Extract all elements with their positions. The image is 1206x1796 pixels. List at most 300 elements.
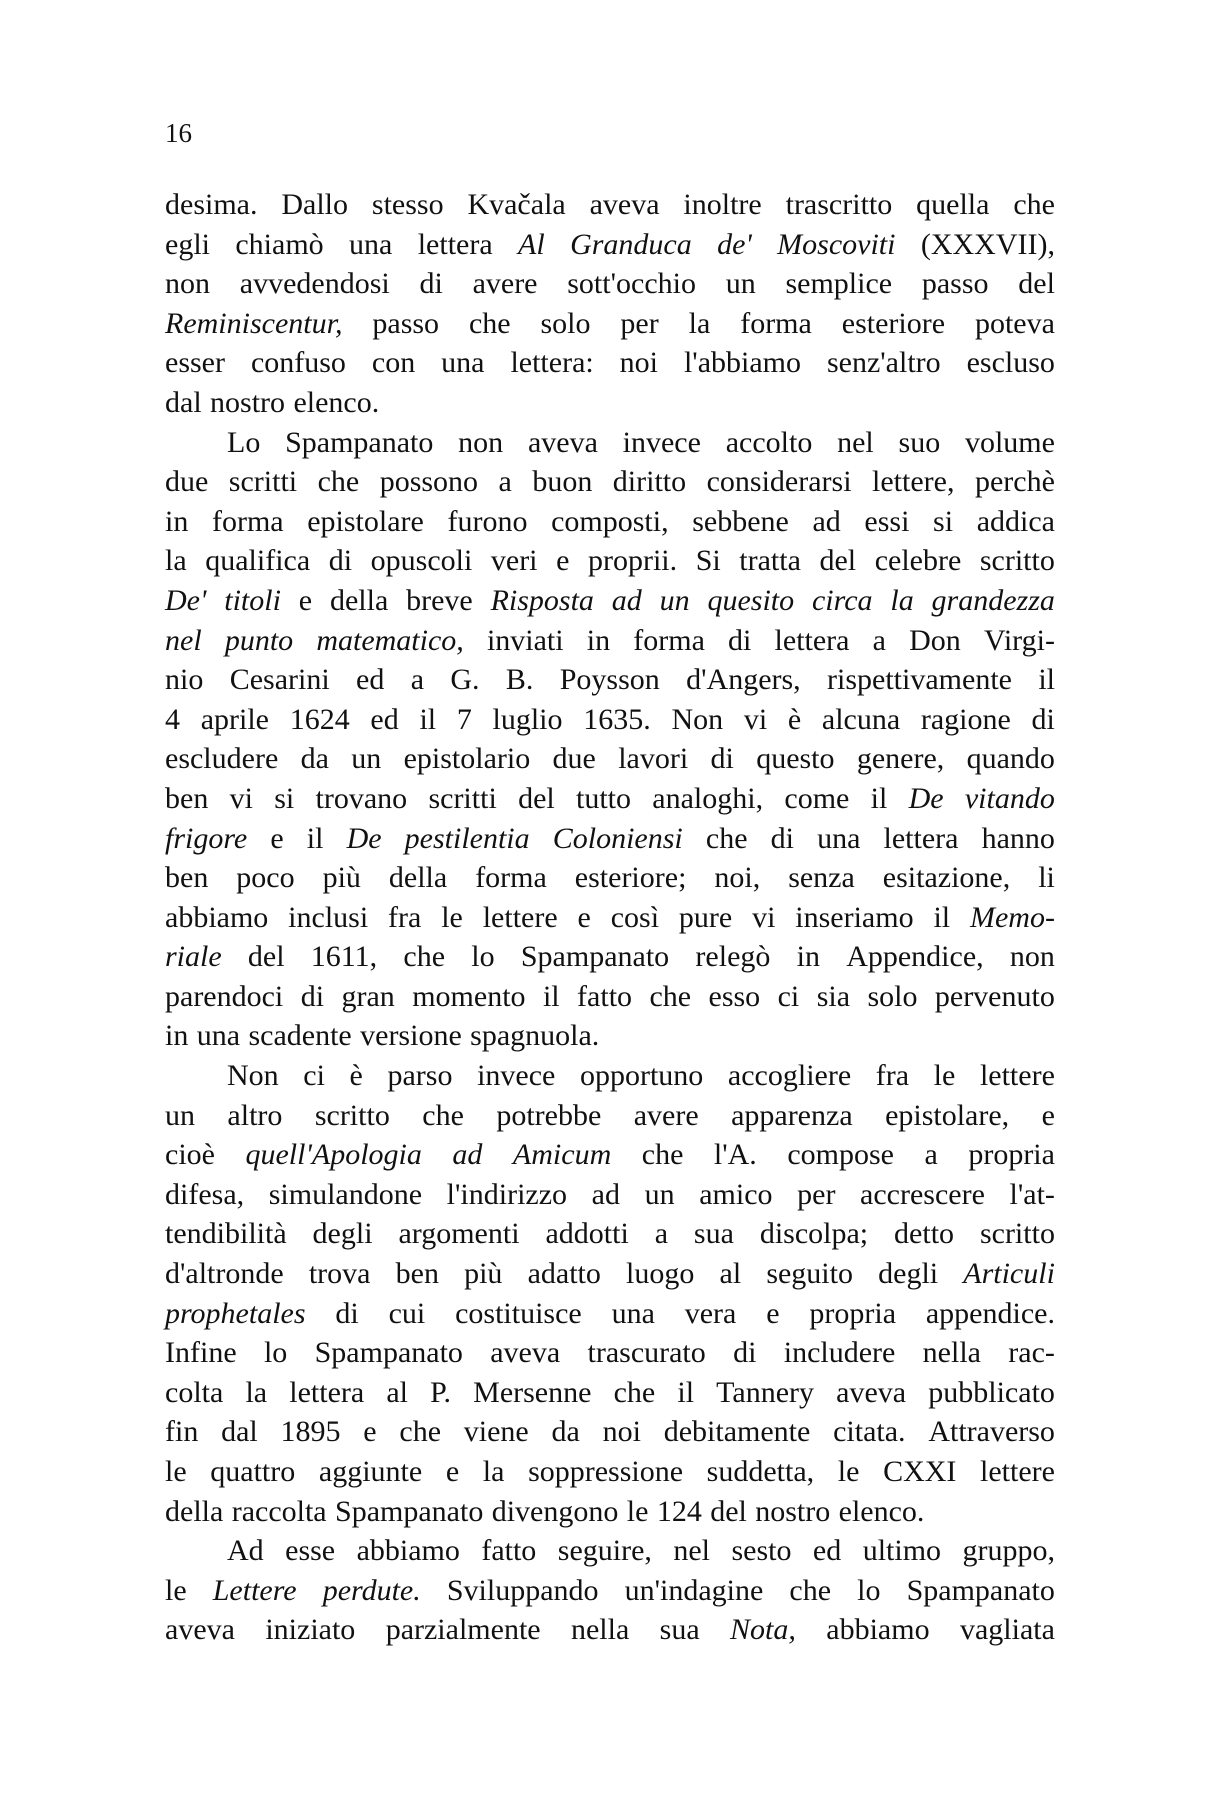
text-line bbox=[165, 462, 1055, 502]
word: trascurato bbox=[587, 1336, 706, 1370]
word: e bbox=[445, 1455, 460, 1488]
word: proprii. bbox=[587, 544, 678, 578]
word: tutto bbox=[576, 781, 632, 815]
word: senz'altro bbox=[826, 346, 941, 380]
word: passo bbox=[921, 267, 989, 301]
word: le bbox=[441, 900, 463, 934]
word: De bbox=[346, 821, 382, 855]
word: punto bbox=[224, 623, 294, 657]
word: CXXI bbox=[883, 1455, 957, 1488]
word: che bbox=[317, 465, 360, 499]
word: apparenza bbox=[731, 1098, 853, 1132]
word: Al bbox=[518, 227, 545, 261]
word: Amicum bbox=[512, 1138, 612, 1172]
word: gruppo, bbox=[962, 1534, 1055, 1568]
word: le bbox=[626, 1494, 649, 1528]
word: invece bbox=[477, 1059, 556, 1093]
word: che bbox=[403, 940, 446, 974]
word: ed bbox=[370, 702, 399, 736]
word: breve bbox=[406, 583, 473, 617]
word: del bbox=[247, 940, 285, 974]
text-line bbox=[165, 977, 1055, 1017]
word: d'Angers, bbox=[686, 663, 801, 697]
word: nella bbox=[922, 1336, 981, 1370]
word: matematico, bbox=[316, 623, 464, 657]
word: così bbox=[610, 900, 660, 934]
word: esteriore; bbox=[574, 861, 687, 895]
word: aprile bbox=[200, 702, 269, 736]
word: a bbox=[410, 663, 425, 697]
word: potrebbe bbox=[496, 1098, 602, 1132]
word: nostro bbox=[210, 385, 286, 419]
word: 7 bbox=[456, 702, 472, 736]
body-text bbox=[165, 185, 1055, 1650]
text-line bbox=[165, 581, 1055, 621]
text-line bbox=[165, 383, 1055, 423]
word: Memo- bbox=[969, 900, 1055, 934]
word: che bbox=[422, 1098, 464, 1132]
word: Infine bbox=[165, 1336, 237, 1370]
word: Non bbox=[227, 1059, 279, 1093]
word: propria bbox=[809, 1296, 897, 1330]
word: compose bbox=[787, 1138, 894, 1172]
word: questo bbox=[756, 742, 835, 776]
page-number: 16 bbox=[165, 118, 192, 148]
word: epistolare, bbox=[885, 1098, 1010, 1132]
word: sua bbox=[693, 1217, 734, 1251]
word: le bbox=[837, 1455, 860, 1488]
word: detto bbox=[894, 1217, 955, 1251]
word: pervenuto bbox=[934, 979, 1055, 1013]
word: De' bbox=[165, 583, 207, 617]
word: parso bbox=[387, 1059, 453, 1093]
word: è bbox=[787, 702, 802, 736]
word: sua bbox=[659, 1613, 700, 1647]
word: elenco. bbox=[838, 1494, 925, 1528]
word: possono bbox=[379, 465, 479, 499]
word: una bbox=[817, 821, 861, 855]
text-line bbox=[165, 264, 1055, 304]
word: opportuno bbox=[579, 1059, 704, 1093]
word: vi bbox=[229, 781, 253, 815]
text-line bbox=[165, 304, 1055, 344]
word: degli bbox=[878, 1257, 939, 1291]
word: al bbox=[719, 1257, 742, 1291]
word: esser bbox=[165, 346, 225, 380]
word: propria bbox=[968, 1138, 1055, 1172]
word: suddetta, bbox=[706, 1455, 815, 1488]
word: nel bbox=[837, 425, 874, 459]
word: scritto bbox=[979, 1217, 1055, 1251]
text-line bbox=[165, 621, 1055, 661]
word: Moscoviti bbox=[777, 227, 896, 261]
word: quella bbox=[916, 188, 990, 221]
word: avere bbox=[472, 267, 538, 301]
word: avvedendosi bbox=[239, 267, 390, 301]
word: Appendice, bbox=[846, 940, 984, 974]
word: perchè bbox=[974, 465, 1055, 499]
word: Risposta bbox=[490, 583, 594, 617]
word: che bbox=[649, 979, 692, 1013]
word: e bbox=[363, 1415, 377, 1449]
word: gran bbox=[341, 979, 395, 1013]
word: appendice. bbox=[925, 1296, 1055, 1330]
word: non bbox=[458, 425, 504, 459]
word: furono bbox=[447, 504, 528, 538]
word: aggiunte bbox=[318, 1455, 423, 1488]
word: lo bbox=[857, 1573, 881, 1607]
word: l'abbiamo bbox=[683, 346, 802, 380]
word: di bbox=[300, 979, 325, 1013]
word: Spampanato bbox=[335, 1494, 484, 1528]
text-line bbox=[165, 343, 1055, 383]
word: lettere bbox=[979, 1059, 1055, 1093]
word: fin bbox=[165, 1415, 199, 1449]
word: che bbox=[641, 1138, 684, 1172]
word: un'indagine bbox=[624, 1573, 764, 1607]
word: in bbox=[165, 1019, 189, 1053]
word: Coloniensi bbox=[552, 821, 683, 855]
word: che bbox=[789, 1573, 832, 1607]
word: inoltre bbox=[683, 188, 762, 221]
word: lettera bbox=[417, 227, 493, 261]
word: esse bbox=[285, 1534, 336, 1568]
word: parendoci bbox=[165, 979, 284, 1013]
word: versione bbox=[360, 1019, 462, 1053]
word: forma bbox=[740, 306, 812, 340]
word: il bbox=[1038, 663, 1055, 697]
text-line bbox=[165, 1571, 1055, 1611]
word: lettere bbox=[980, 1455, 1055, 1488]
text-line bbox=[165, 423, 1055, 463]
word: per bbox=[620, 306, 659, 340]
word: del bbox=[819, 544, 857, 578]
word: il bbox=[419, 702, 437, 736]
word: 1895 bbox=[280, 1415, 341, 1449]
word: di bbox=[328, 544, 353, 578]
word: aveva bbox=[589, 188, 660, 221]
word: Si bbox=[695, 544, 721, 578]
word: solo bbox=[540, 306, 591, 340]
word: Cesarini bbox=[229, 663, 330, 697]
word: forma bbox=[633, 623, 705, 657]
word: le bbox=[165, 1573, 187, 1607]
word: accogliere bbox=[727, 1059, 852, 1093]
word: quell'Apologia bbox=[245, 1138, 422, 1172]
text-line bbox=[165, 541, 1055, 581]
text-line bbox=[165, 1333, 1055, 1373]
word: le bbox=[933, 1059, 956, 1093]
word: simulandone bbox=[268, 1177, 423, 1211]
word: di bbox=[710, 742, 734, 776]
word: li bbox=[1038, 861, 1055, 895]
word: momento bbox=[412, 979, 526, 1013]
word: Lo bbox=[227, 425, 261, 459]
word: Spampanato bbox=[906, 1573, 1055, 1607]
word: Tannery bbox=[716, 1375, 815, 1409]
word: Nota, bbox=[730, 1613, 796, 1647]
text-line bbox=[165, 700, 1055, 740]
word: 1611, bbox=[310, 940, 378, 974]
text-line bbox=[165, 739, 1055, 779]
text-line bbox=[165, 819, 1055, 859]
word: la bbox=[165, 544, 187, 578]
text-line bbox=[165, 1056, 1055, 1096]
word: fatto bbox=[481, 1534, 537, 1568]
word: di bbox=[335, 1296, 359, 1330]
word: vera bbox=[684, 1296, 737, 1330]
word: seguire, bbox=[557, 1534, 652, 1568]
word: trova bbox=[308, 1257, 371, 1291]
word: ed bbox=[356, 663, 385, 697]
word: solo bbox=[867, 979, 918, 1013]
word: Ad bbox=[227, 1534, 264, 1568]
text-line bbox=[165, 1294, 1055, 1334]
word: della bbox=[165, 1494, 224, 1528]
word: due bbox=[552, 742, 596, 776]
word: due bbox=[165, 465, 209, 499]
text-line bbox=[165, 1610, 1055, 1650]
word: rispettivamente bbox=[827, 663, 1012, 697]
word: debitamente bbox=[663, 1415, 811, 1449]
word: con bbox=[371, 346, 416, 380]
word: sott'occhio bbox=[567, 267, 696, 301]
text-line bbox=[165, 1135, 1055, 1175]
word: una bbox=[611, 1296, 655, 1330]
word: Attraverso bbox=[928, 1415, 1055, 1449]
word: l'A. bbox=[713, 1138, 757, 1172]
word: semplice bbox=[785, 267, 893, 301]
word: argomenti bbox=[398, 1217, 520, 1251]
word: abbiamo bbox=[826, 1613, 930, 1647]
word: in bbox=[796, 940, 820, 974]
word: un bbox=[659, 583, 690, 617]
word: scadente bbox=[248, 1019, 352, 1053]
word: analoghi, bbox=[652, 781, 764, 815]
word: inclusi bbox=[288, 900, 369, 934]
word: Spampanato bbox=[520, 940, 670, 974]
word: una bbox=[441, 346, 485, 380]
word: alcuna bbox=[821, 702, 901, 736]
word: in bbox=[586, 623, 611, 657]
word: e bbox=[1041, 1098, 1055, 1132]
word: raccolta bbox=[231, 1494, 327, 1528]
text-line bbox=[165, 1096, 1055, 1136]
word: ci bbox=[303, 1059, 325, 1093]
word: riale bbox=[165, 940, 222, 974]
word: e bbox=[270, 821, 284, 855]
word: epistolare bbox=[307, 504, 424, 538]
word: di bbox=[770, 821, 794, 855]
word: luglio bbox=[492, 702, 563, 736]
word: quattro bbox=[210, 1455, 296, 1488]
word: esitazione, bbox=[882, 861, 1011, 895]
word: pestilentia bbox=[404, 821, 530, 855]
word: spagnuola. bbox=[470, 1019, 600, 1053]
word: più bbox=[322, 861, 361, 895]
word: Dallo bbox=[281, 188, 349, 221]
word: del bbox=[518, 781, 555, 815]
word: discolpa; bbox=[759, 1217, 869, 1251]
word: pubblicato bbox=[928, 1375, 1055, 1409]
word: sesto bbox=[731, 1534, 792, 1568]
word: (XXXVII), bbox=[920, 227, 1055, 261]
word: parzialmente bbox=[385, 1613, 541, 1647]
word: fatto bbox=[577, 979, 633, 1013]
word: circa bbox=[811, 583, 873, 617]
word: lettera bbox=[883, 821, 959, 855]
word: d'altronde bbox=[165, 1257, 284, 1291]
word: da bbox=[551, 1415, 580, 1449]
word: B. bbox=[505, 663, 534, 697]
word: P. bbox=[430, 1375, 451, 1409]
word: nella bbox=[570, 1613, 630, 1647]
word: cioè bbox=[165, 1138, 215, 1172]
word: includere bbox=[783, 1336, 896, 1370]
text-line bbox=[165, 1175, 1055, 1215]
word: pure bbox=[678, 900, 733, 934]
word: dal bbox=[165, 385, 202, 419]
word: escludere bbox=[165, 742, 279, 776]
word: il bbox=[542, 979, 560, 1013]
word: vagliata bbox=[959, 1613, 1055, 1647]
text-line bbox=[165, 225, 1055, 265]
word: composti, bbox=[551, 504, 669, 538]
word: costituisce bbox=[455, 1296, 582, 1330]
word: 1624 bbox=[289, 702, 350, 736]
word: vitando bbox=[964, 781, 1055, 815]
word: desima. bbox=[165, 188, 258, 221]
word: Non bbox=[671, 702, 724, 736]
word: a bbox=[654, 1217, 669, 1251]
word: veri bbox=[490, 544, 538, 578]
word: sebbene bbox=[692, 504, 789, 538]
word: il bbox=[870, 781, 888, 815]
word: altro bbox=[227, 1098, 283, 1132]
word: da bbox=[300, 742, 329, 776]
text-line bbox=[165, 779, 1055, 819]
word: difesa, bbox=[165, 1177, 245, 1211]
word: avere bbox=[633, 1098, 699, 1132]
word: un bbox=[644, 1177, 675, 1211]
word: Kvačala bbox=[467, 188, 566, 221]
word: la bbox=[890, 583, 914, 617]
word: Don bbox=[909, 623, 961, 657]
word: 4 bbox=[165, 702, 180, 736]
word: sia bbox=[816, 979, 851, 1013]
word: Mersenne bbox=[473, 1375, 592, 1409]
word: la bbox=[688, 306, 711, 340]
text-line bbox=[165, 1492, 1055, 1532]
word: aveva bbox=[490, 1336, 561, 1370]
word: inseriamo bbox=[795, 900, 914, 934]
word: scritti bbox=[428, 781, 497, 815]
word: inviati bbox=[486, 623, 564, 657]
word: trascritto bbox=[785, 188, 893, 221]
word: e bbox=[766, 1296, 780, 1330]
word: aveva bbox=[836, 1375, 907, 1409]
word: rac- bbox=[1008, 1336, 1055, 1370]
word: De bbox=[908, 781, 944, 815]
word: è bbox=[349, 1059, 363, 1093]
word: opuscoli bbox=[370, 544, 473, 578]
word: nostro bbox=[755, 1494, 831, 1528]
word: dal bbox=[221, 1415, 258, 1449]
word: noi, bbox=[714, 861, 761, 895]
text-line bbox=[165, 1214, 1055, 1254]
word: più bbox=[464, 1257, 503, 1291]
word: considerarsi bbox=[706, 465, 852, 499]
word: a bbox=[498, 465, 512, 499]
text-line bbox=[165, 1254, 1055, 1294]
word: egli bbox=[165, 227, 210, 261]
word: lo bbox=[471, 940, 495, 974]
word: il bbox=[933, 900, 951, 934]
word: le bbox=[165, 1455, 187, 1488]
word: Articuli bbox=[963, 1257, 1055, 1291]
word: tratta bbox=[739, 544, 801, 578]
word: volume bbox=[964, 425, 1055, 459]
word: hanno bbox=[981, 821, 1055, 855]
word: cui bbox=[388, 1296, 426, 1330]
word: e bbox=[298, 583, 313, 617]
word: che bbox=[1013, 188, 1055, 221]
word: del bbox=[710, 1494, 747, 1528]
word: lavori bbox=[618, 742, 689, 776]
word: fra bbox=[875, 1059, 910, 1093]
word: non bbox=[1009, 940, 1055, 974]
word: lettera: bbox=[510, 346, 594, 380]
text-line bbox=[165, 1016, 1055, 1056]
word: abbiamo bbox=[165, 900, 269, 934]
word: soppressione bbox=[528, 1455, 684, 1488]
word: addotti bbox=[545, 1217, 629, 1251]
word: il bbox=[677, 1375, 695, 1409]
word: citata. bbox=[833, 1415, 906, 1449]
word: esteriore bbox=[841, 306, 946, 340]
word: e bbox=[577, 900, 591, 934]
text-line bbox=[165, 937, 1055, 977]
word: a bbox=[924, 1138, 938, 1172]
word: G. bbox=[450, 663, 480, 697]
word: ad bbox=[611, 583, 642, 617]
word: ragione bbox=[920, 702, 1011, 736]
word: 1635. bbox=[583, 702, 651, 736]
word: quando bbox=[966, 742, 1055, 776]
word: escluso bbox=[966, 346, 1055, 380]
word: un bbox=[165, 1098, 195, 1132]
word: noi bbox=[602, 1415, 641, 1449]
word: ben bbox=[165, 781, 209, 815]
text-line bbox=[165, 660, 1055, 700]
word: l'at- bbox=[1009, 1177, 1055, 1211]
word: che bbox=[399, 1415, 442, 1449]
word: quesito bbox=[707, 583, 795, 617]
word: perdute. bbox=[322, 1573, 421, 1607]
word: vi bbox=[743, 702, 768, 736]
word: colta bbox=[165, 1375, 224, 1409]
word: forma bbox=[475, 861, 547, 895]
word: Lettere bbox=[212, 1573, 297, 1607]
word: ben bbox=[165, 861, 209, 895]
word: epistolario bbox=[403, 742, 531, 776]
word: la bbox=[245, 1375, 268, 1409]
word: Reminiscentur, bbox=[165, 306, 343, 340]
word: passo bbox=[372, 306, 440, 340]
word: aveva bbox=[165, 1613, 235, 1647]
word: ben bbox=[395, 1257, 439, 1291]
word: lettere, bbox=[872, 465, 955, 499]
